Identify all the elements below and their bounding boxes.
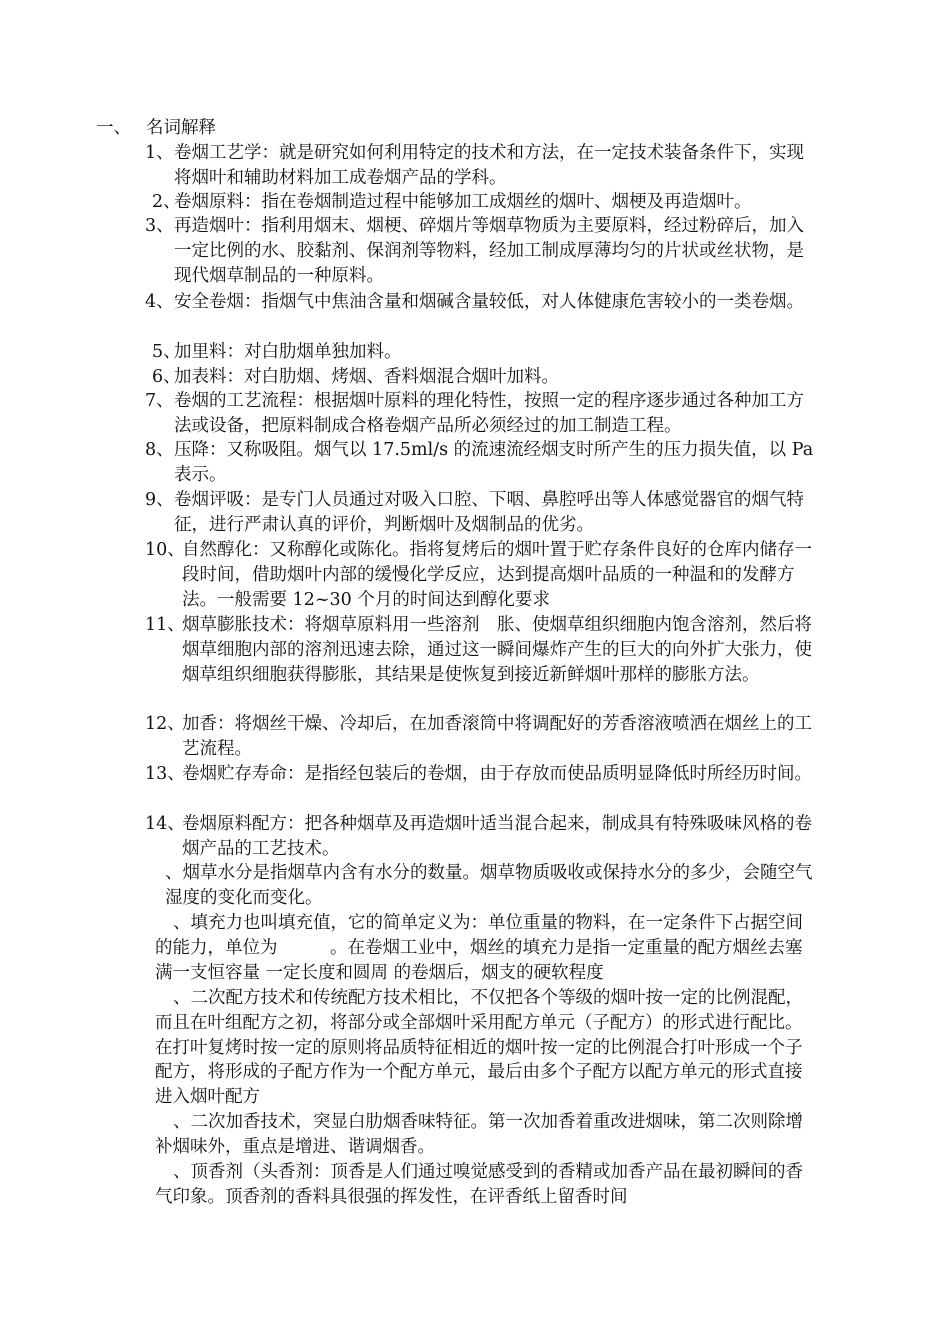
definition-item-10 bbox=[145, 538, 815, 612]
definition-item-11 bbox=[145, 613, 815, 687]
paragraph-text: 、二次配方技术和传统配方技术相比，不仅把各个等级的烟叶按一定的比例混配，而且在叶组配方之初，将部分或全部烟叶采用配方单元（子配方）的形式进行配比。在打叶复烤时按一定的原则将品质特征相近的烟叶按一定的比例混合打叶形成一个子配方，将形成的子配方作为一个配方单元，最后由多个子配方以配方单元的形式直接进入烟叶配方 bbox=[155, 988, 803, 1108]
paragraph-secondary-flavoring bbox=[155, 1110, 815, 1160]
paragraph-secondary-blending bbox=[155, 986, 815, 1110]
item-text: 卷烟工艺学：就是研究如何利用特定的技术和方法，在一定技术装备条件下，实现将烟叶和辅助材料加工成卷烟产品的学科。 bbox=[174, 143, 804, 188]
item-number: 14、 bbox=[145, 814, 185, 834]
definition-item-8 bbox=[145, 438, 815, 488]
item-text: 烟草膨胀技术：将烟草原料用一些溶剂 胀、使烟草组织细胞内饱含溶剂，然后将烟草细胞内部的溶剂迅速去除，通过这一瞬间爆炸产生的巨大的向外扩大张力，使烟草组织细胞获得膨胀，其结果是使恢复到接近新鲜烟叶那样的膨胀方法。 bbox=[182, 615, 812, 685]
item-text: 自然醇化：又称醇化或陈化。指将复烤后的烟叶置于贮存条件良好的仓库内储存一段时间，借助烟叶内部的缓慢化学反应，达到提高烟叶品质的一种温和的发酵方法。一般需要 12~30 个月的时间达到醇化要求 bbox=[182, 540, 812, 610]
item-number: 11、 bbox=[145, 615, 185, 635]
item-number: 2、 bbox=[152, 192, 181, 212]
paragraph-text: 、烟草水分是指烟草内含有水分的数量。烟草物质吸收或保持水分的多少，会随空气湿度的变化而变化。 bbox=[165, 863, 813, 908]
definition-item-14 bbox=[145, 812, 815, 862]
item-text: 加香：将烟丝干燥、冷却后，在加香滚筒中将调配好的芳香溶液喷洒在烟丝上的工艺流程。 bbox=[182, 714, 812, 759]
definition-item-13 bbox=[145, 762, 815, 787]
section-title: 名词解释 bbox=[146, 118, 216, 138]
paragraph-text: 、填充力也叫填充值，它的简单定义为：单位重量的物料，在一定条件下占据空间的能力，单位为 。在卷烟工业中，烟丝的填充力是指一定重量的配方烟丝去塞满一支恒容量 一定长度和圆周 的卷烟后，烟支的硬软程度 bbox=[155, 913, 803, 983]
item-number: 10、 bbox=[145, 540, 185, 560]
item-text: 卷烟原料：指在卷烟制造过程中能够加工成烟丝的烟叶、烟梗及再造烟叶。 bbox=[174, 192, 752, 212]
item-number: 7、 bbox=[145, 391, 174, 411]
section-number: 一、 bbox=[96, 118, 131, 138]
paragraph-moisture bbox=[165, 861, 815, 911]
item-text: 卷烟贮存寿命：是指经包装后的卷烟，由于存放而使品质明显降低时所经历时间。 bbox=[182, 764, 812, 784]
item-text: 安全卷烟：指烟气中焦油含量和烟碱含量较低，对人体健康危害较小的一类卷烟。 bbox=[174, 292, 804, 312]
definition-item-7 bbox=[145, 389, 815, 439]
item-number: 1、 bbox=[145, 143, 174, 163]
item-number: 8、 bbox=[145, 440, 174, 460]
paragraph-top-note bbox=[155, 1160, 815, 1210]
definition-item-9 bbox=[145, 488, 815, 538]
item-text: 加表料：对白肋烟、烤烟、香料烟混合烟叶加料。 bbox=[174, 367, 559, 387]
item-text: 卷烟评吸：是专门人员通过对吸入口腔、下咽、鼻腔呼出等人体感觉器官的烟气特征，进行严肃认真的评价，判断烟叶及烟制品的优劣。 bbox=[174, 490, 804, 535]
item-number: 5、 bbox=[152, 342, 181, 362]
item-number: 13、 bbox=[145, 764, 185, 784]
definition-item-12 bbox=[145, 712, 815, 762]
paragraph-text: 、二次加香技术，突显白肋烟香味特征。第一次加香着重改进烟味，第二次则除增补烟味外，重点是增进、谐调烟香。 bbox=[155, 1112, 803, 1157]
definition-item-3 bbox=[145, 214, 815, 288]
section-heading bbox=[96, 116, 216, 140]
item-number: 3、 bbox=[145, 216, 174, 236]
item-number: 12、 bbox=[145, 714, 185, 734]
definition-item-4 bbox=[145, 290, 815, 315]
item-text: 压降：又称吸阻。烟气以 17.5ml/s 的流速流经烟支时所产生的压力损失值，以 Pa 表示。 bbox=[174, 440, 814, 485]
item-text: 加里料：对白肋烟单独加料。 bbox=[174, 342, 402, 362]
item-text: 再造烟叶：指利用烟末、烟梗、碎烟片等烟草物质为主要原料，经过粉碎后，加入一定比例的水、胶黏剂、保润剂等物料，经加工制成厚薄均匀的片状或丝状物，是现代烟草制品的一种原料。 bbox=[174, 216, 804, 286]
item-number: 9、 bbox=[145, 490, 174, 510]
paragraph-filling-power bbox=[155, 911, 815, 985]
definition-item-1 bbox=[145, 141, 815, 191]
item-text: 卷烟的工艺流程：根据烟叶原料的理化特性，按照一定的程序逐步通过各种加工方法或设备，把原料制成合格卷烟产品所必须经过的加工制造工程。 bbox=[174, 391, 804, 436]
item-number: 4、 bbox=[145, 292, 174, 312]
definition-item-6 bbox=[145, 365, 815, 390]
item-number: 6、 bbox=[152, 367, 181, 387]
item-text: 卷烟原料配方：把各种烟草及再造烟叶适当混合起来，制成具有特殊吸味风格的卷烟产品的工艺技术。 bbox=[182, 814, 812, 859]
definition-item-2 bbox=[145, 190, 815, 215]
paragraph-text: 、顶香剂（头香剂：顶香是人们通过嗅觉感受到的香精或加香产品在最初瞬间的香气印象。顶香剂的香料具很强的挥发性，在评香纸上留香时间 bbox=[155, 1162, 803, 1207]
definition-item-5 bbox=[145, 340, 815, 365]
